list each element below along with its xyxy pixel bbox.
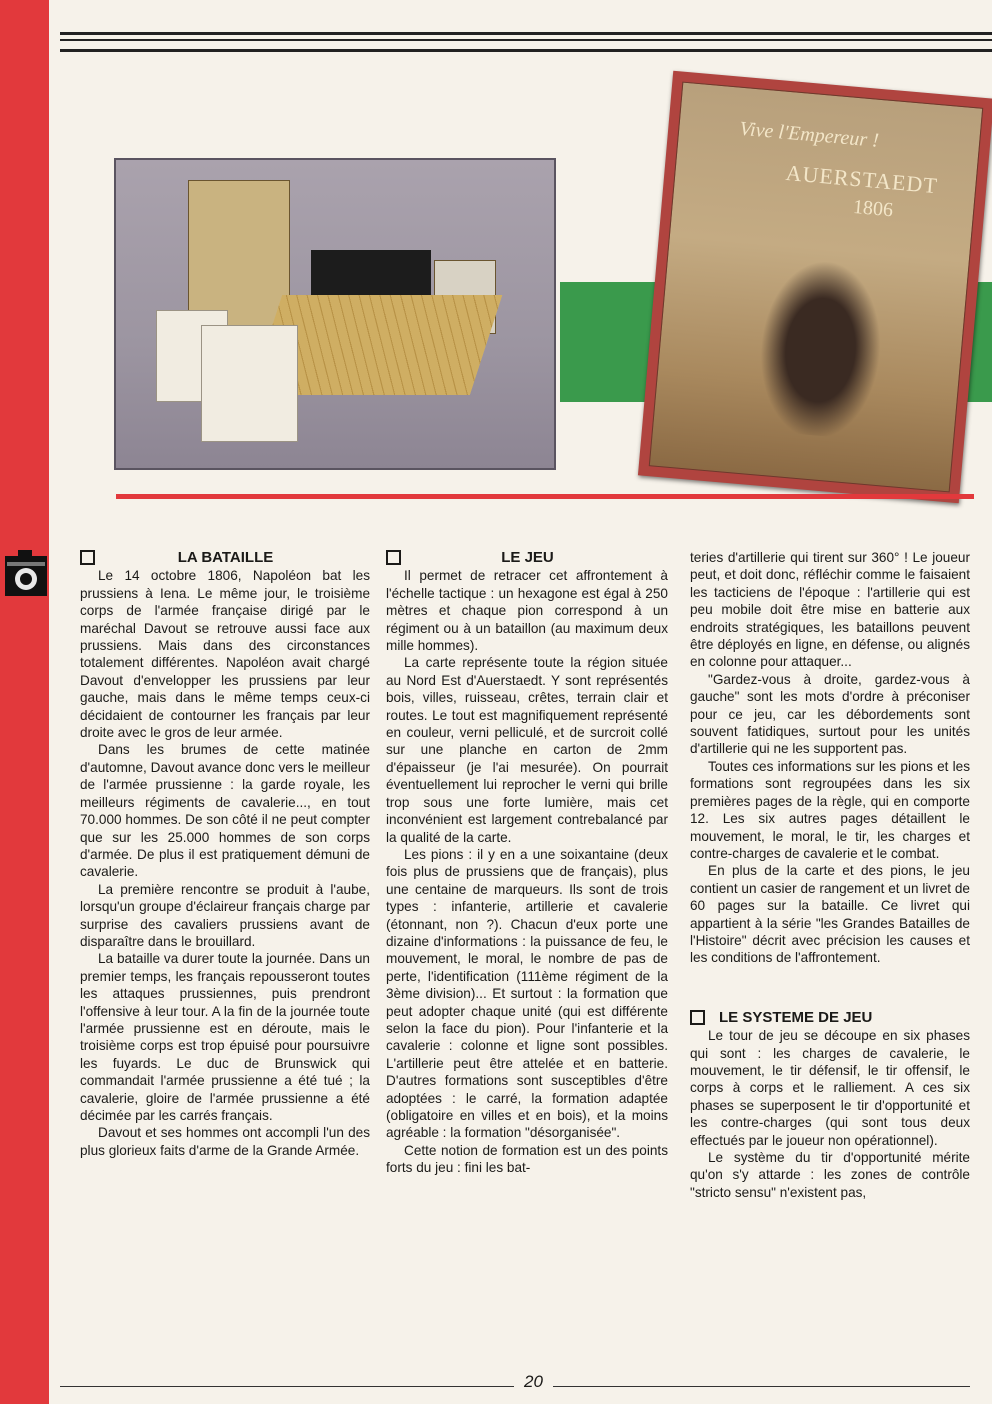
paragraph: Le tour de jeu se découpe en six phases qui sont : les charges de cavalerie, le mouvement, le tir défensif, le tir offensif, le corps à corps et le ralliement. A ces six phases se superposent le tir d'opportunité et les contre-charges (qui sont tous deux effectués par le joueur non opérationnel). [690, 1028, 970, 1148]
cover-title-line2: AUERSTAEDT [784, 159, 939, 199]
red-rule [116, 494, 974, 499]
checkbox-icon [80, 550, 95, 565]
paragraph: La bataille va durer toute la journée. Dans un premier temps, les français repousseront toutes les attaques prussiennes, puis prendront l'offensive à leur tour. A la fin de la journée toute l'armée prussienne est en déroute, mais le troisième corps est trop épuisé pour poursuivre les fuyards. Le duc de Brunswick qui commandait l'armée prussienne a été tué ; la cavalerie, gloire de l'armée prussienne a été décimée par les carrés français. [80, 951, 370, 1123]
paragraph: En plus de la carte et des pions, le jeu contient un casier de rangement et un livret de 60 pages sur la bataille. Ce livret qui appartient à la série "les Grandes Batailles de l'Histoire" décrit avec précision les causes et les conditions de l'affrontement. [690, 863, 970, 966]
column-le-systeme-de-jeu [690, 549, 970, 1201]
heading-le-systeme-de-jeu: LE SYSTEME DE JEU [690, 1009, 970, 1026]
paragraph: "Gardez-vous à droite, gardez-vous à gauche" sont les mots d'ordre à préconiser pour ce jeu, car les débordements sont souvent fatidiques, surtout pour les unités d'artillerie qui ne les supportent pas. [690, 671, 970, 757]
column-la-bataille [80, 549, 370, 1159]
paragraph: Le système du tir d'opportunité mérite qu'on s'y attarde : les zones de contrôle "stricto sensu" n'existent pas, [690, 1150, 970, 1200]
top-rule [60, 32, 992, 52]
camera-icon [4, 546, 48, 604]
checkbox-icon [386, 550, 401, 565]
page-number: 20 [514, 1372, 553, 1392]
heading-la-bataille: LA BATAILLE [80, 549, 370, 566]
game-cover-image [638, 71, 992, 504]
paragraph: La première rencontre se produit à l'aube, lorsqu'un groupe d'éclaireur français charge par surprise des cavaliers prussiens avant de disparaître dans le brouillard. [80, 881, 370, 949]
paragraph: Davout et ses hommes ont accompli l'un des plus glorieux faits d'arme de la Grande Armée. [80, 1125, 370, 1158]
cover-title-line1: Vive l'Empereur ! [738, 117, 880, 152]
paragraph: teries d'artillerie qui tirent sur 360° ! Le joueur peut, et doit donc, réfléchir comme le faisaient les tacticiens de l'époque : l'artillerie qui est peu mobile doit être mise en batterie aux endroits stratégiques, les bataillons peuvent être déployés en ligne, en défense, ou alignés en colonne pour attaquer... [690, 550, 970, 670]
rules-booklet-image [201, 325, 298, 442]
paragraph: La carte représente toute la région située au Nord Est d'Auerstaedt. Y sont représentés bois, villes, ruisseau, crêtes, terrain clair et routes. Le tout est magnifiquement représenté en couleur, verni pelliculé, et de surcroit collé sur une planche en carton de 2mm d'épaisseur (je l'ai mesurée). On pourrait éventuellement lui reprocher le verni qui brille trop sous une forte lumière, mais cet inconvénient est largement contrebalancé par la qualité de la carte. [386, 655, 668, 845]
cavalry-rider-illustration [743, 240, 899, 441]
paragraph: Les pions : il y en a une soixantaine (deux fois plus de prussiens que de français), plus une centaine de marqueurs. Ils sont de trois types : infanterie, artillerie et cavalerie (étonnant, non ?). Chacun d'eux porte une dizaine d'informations : la puissance de feu, le mouvement, le moral, le nombre de pas de perte, l'identification (111ème régiment de la 3ème division)... Et surtout : la formation que peut adopter chaque unité (qui est différente selon la face du pion). Pour l'infanterie et la cavalerie : colonne et ligne sont possibles. L'artillerie peut être attelée et en batterie. D'autres formations sont susceptibles d'être adoptées : le carré, la formation adaptée (obligatoire en villes et en bois), et la moins agréable : la formation "désorganisée". [386, 846, 668, 1141]
game-components-photo [116, 160, 554, 468]
paragraph: Toutes ces informations sur les pions et les formations sont regroupées dans les six premières pages de la règle, qui en comporte 12. Les six autres pages détaillent le mouvement, le moral, le tir, les charges et contre-charges de cavalerie et le combat. [690, 758, 970, 861]
column-le-jeu [386, 549, 668, 1177]
checkbox-icon [690, 1010, 705, 1025]
paragraph: Dans les brumes de cette matinée d'automne, Davout avance donc vers le meilleur de l'armée prussienne : la garde royale, les meilleurs régiments de cavalerie..., en tout 70.000 hommes. De son côté il ne peut compter que sur les 25.000 hommes de son corps d'armée. De plus il est pratiquement démuni de cavalerie. [80, 742, 370, 880]
heading-le-jeu: LE JEU [386, 549, 668, 566]
cover-title-line3: 1806 [852, 195, 894, 222]
red-margin-bar [0, 0, 49, 1404]
paragraph: Le 14 octobre 1806, Napoléon bat les prussiens à Iena. Le même jour, le troisième corps de l'armée française dirigé par le maréchal Davout se retrouve aussi face aux prussiens. Mais dans des circonstances totalement différentes. Napoléon avait chargé Davout d'envelopper les prussiens par leur gauche, mais dans le même temps ceux-ci décidaient de contourner les français par leur droite avec le gros de leur armée. [80, 568, 370, 741]
paragraph: Il permet de retracer cet affrontement à l'échelle tactique : un hexagone est égal à 250 mètres et chaque pion correspond à un régiment ou à un bataillon (au maximum deux mille hommes). [386, 568, 668, 654]
paragraph: Cette notion de formation est un des points forts du jeu : fini les bat- [386, 1142, 668, 1176]
